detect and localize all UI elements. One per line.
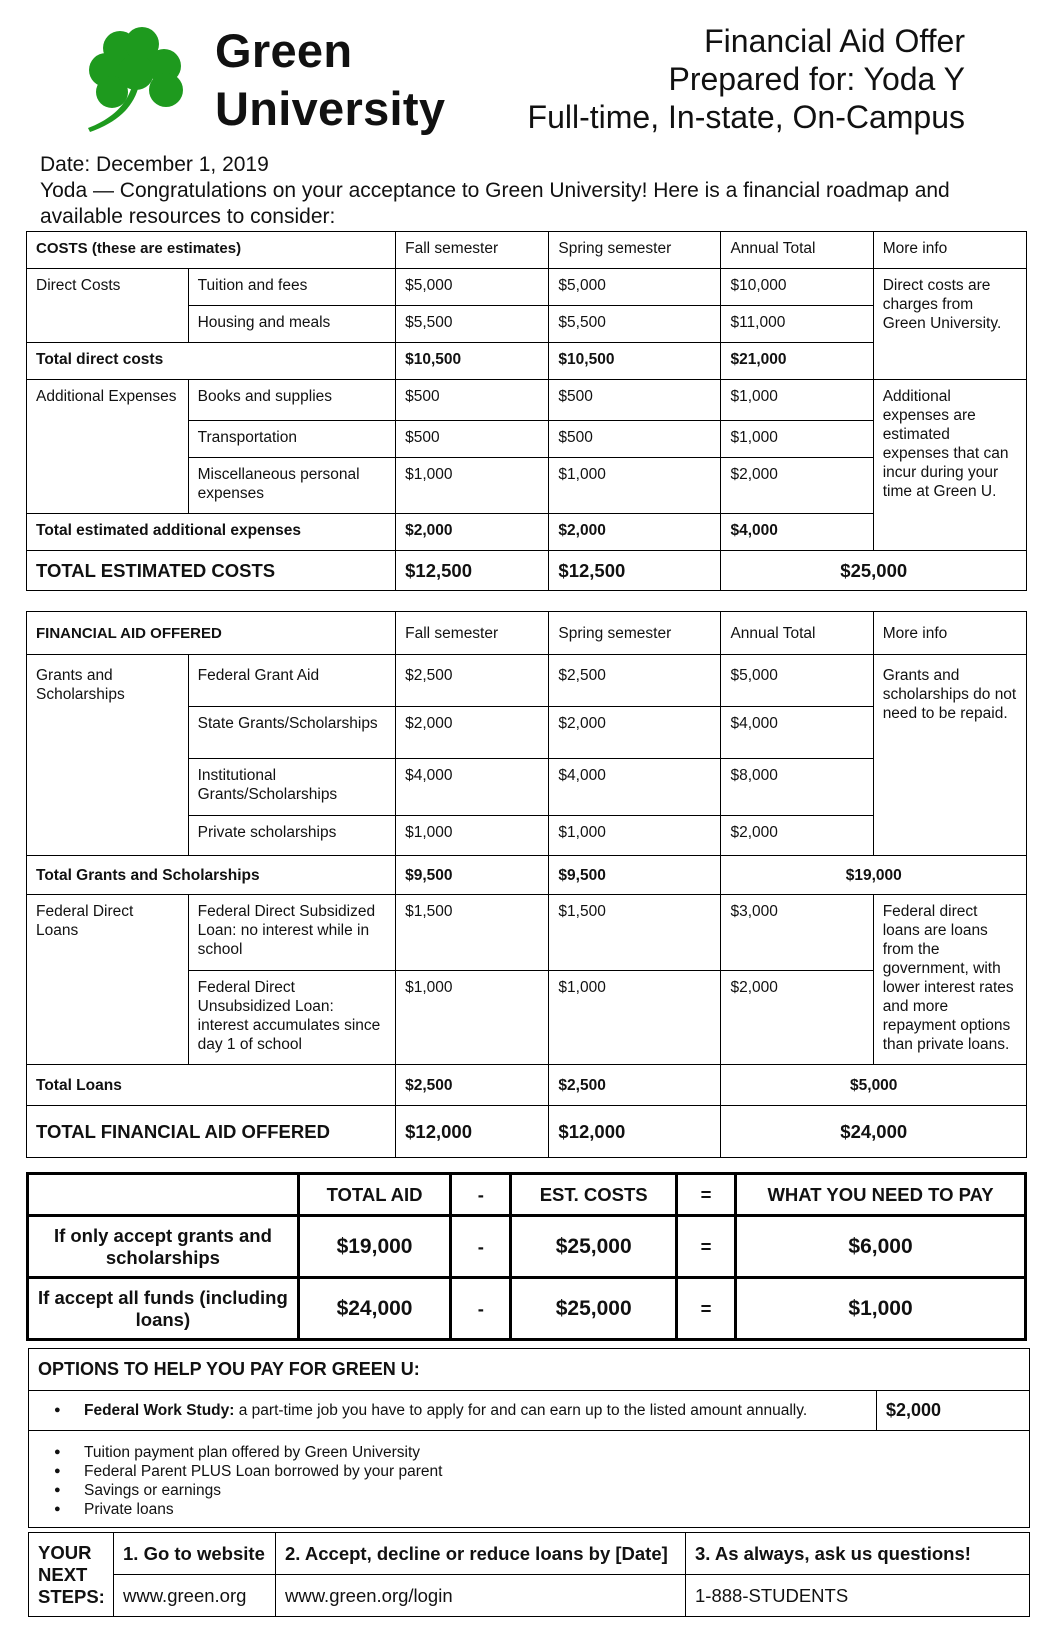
total-direct-fall: $10,500 bbox=[396, 343, 549, 380]
total-costs-fall: $12,500 bbox=[396, 551, 549, 591]
aid-fall: $4,000 bbox=[396, 759, 549, 816]
work-study-amount: $2,000 bbox=[877, 1391, 1030, 1431]
work-study-row bbox=[29, 1391, 1030, 1431]
options-title: OPTIONS TO HELP YOU PAY FOR GREEN U: bbox=[29, 1349, 1030, 1391]
summary-row bbox=[28, 1278, 1026, 1340]
total-aid-fall: $12,000 bbox=[396, 1106, 549, 1158]
financial-aid-table bbox=[26, 611, 1027, 1158]
grants-info: Grants and scholarships do not need to be repaid. bbox=[873, 655, 1026, 856]
cost-fall: $500 bbox=[396, 380, 549, 421]
cost-annual: $11,000 bbox=[721, 306, 873, 343]
aid-fall: $1,000 bbox=[396, 816, 549, 856]
header-more-info: More info bbox=[873, 232, 1026, 269]
aid-annual: $8,000 bbox=[721, 759, 873, 816]
total-grants-label: Total Grants and Scholarships bbox=[27, 856, 396, 895]
intro-text bbox=[40, 152, 1000, 230]
phone-number[interactable]: 1-888-STUDENTS bbox=[686, 1575, 1030, 1617]
list-item: ● Private loans bbox=[38, 1500, 1020, 1519]
cost-spring: $500 bbox=[549, 380, 721, 421]
summary-minus: - bbox=[451, 1278, 511, 1340]
total-loans-spring: $2,500 bbox=[549, 1065, 721, 1106]
total-additional-spring: $2,000 bbox=[549, 514, 721, 551]
login-link[interactable]: www.green.org/login bbox=[276, 1575, 686, 1617]
table-row bbox=[27, 380, 1027, 421]
total-loans-label: Total Loans bbox=[27, 1065, 396, 1106]
summary-equals: = bbox=[676, 1216, 735, 1278]
summary-equals: = bbox=[676, 1278, 735, 1340]
summary-scenario-label: If only accept grants and scholarships bbox=[28, 1216, 299, 1278]
summary-header-blank bbox=[28, 1174, 299, 1216]
total-additional-annual: $4,000 bbox=[721, 514, 873, 551]
total-aid-row bbox=[27, 1106, 1027, 1158]
payment-options-table bbox=[28, 1348, 1030, 1528]
cost-item: Transportation bbox=[188, 421, 396, 458]
next-steps-table bbox=[28, 1532, 1030, 1617]
table-row bbox=[27, 895, 1027, 971]
aid-fall: $1,000 bbox=[396, 971, 549, 1065]
aid-item: State Grants/Scholarships bbox=[188, 707, 396, 759]
table-row bbox=[27, 655, 1027, 707]
cost-fall: $5,000 bbox=[396, 269, 549, 306]
aid-header-row bbox=[27, 612, 1027, 655]
total-costs-label: TOTAL ESTIMATED COSTS bbox=[27, 551, 396, 591]
other-options-row bbox=[29, 1431, 1030, 1528]
cost-annual: $10,000 bbox=[721, 269, 873, 306]
costs-header-row bbox=[27, 232, 1027, 269]
summary-scenario-label: If accept all funds (including loans) bbox=[28, 1278, 299, 1340]
clover-logo-icon bbox=[84, 26, 194, 132]
summary-header-minus: - bbox=[451, 1174, 511, 1216]
aid-spring: $1,000 bbox=[549, 816, 721, 856]
website-link[interactable]: www.green.org bbox=[114, 1575, 276, 1617]
steps-title-row bbox=[29, 1533, 1030, 1575]
offer-date: Date: December 1, 2019 bbox=[40, 153, 269, 176]
aid-annual: $3,000 bbox=[721, 895, 873, 971]
steps-value-row bbox=[29, 1575, 1030, 1617]
total-loans-annual: $5,000 bbox=[721, 1065, 1027, 1106]
total-aid-label: TOTAL FINANCIAL AID OFFERED bbox=[27, 1106, 396, 1158]
aid-spring: $2,500 bbox=[549, 655, 721, 707]
congrats-message: Yoda — Congratulations on your acceptance to Green University! Here is a financial roadmap and available resources to consider: bbox=[40, 179, 950, 228]
cost-annual: $1,000 bbox=[721, 380, 873, 421]
loans-label: Federal Direct Loans bbox=[27, 895, 189, 1065]
summary-header-equals: = bbox=[676, 1174, 735, 1216]
total-costs-row bbox=[27, 551, 1027, 591]
brand-line-2: University bbox=[215, 82, 446, 135]
work-study-desc: a part-time job you have to apply for and can earn up to the listed amount annually. bbox=[234, 1402, 808, 1419]
aid-fall: $2,000 bbox=[396, 707, 549, 759]
aid-annual: $5,000 bbox=[721, 655, 873, 707]
work-study-name: Federal Work Study: bbox=[84, 1402, 235, 1419]
total-direct-spring: $10,500 bbox=[549, 343, 721, 380]
total-loans-fall: $2,500 bbox=[396, 1065, 549, 1106]
grants-label: Grants and Scholarships bbox=[27, 655, 189, 856]
aid-item: Federal Direct Subsidized Loan: no interest while in school bbox=[188, 895, 396, 971]
cost-spring: $5,000 bbox=[549, 269, 721, 306]
header-spring: Spring semester bbox=[549, 232, 721, 269]
work-study-cell bbox=[29, 1391, 877, 1431]
summary-costs: $25,000 bbox=[511, 1216, 676, 1278]
total-additional-fall: $2,000 bbox=[396, 514, 549, 551]
other-options-cell bbox=[29, 1431, 1030, 1528]
list-item: ● Federal Parent PLUS Loan borrowed by your parent bbox=[38, 1462, 1020, 1481]
aid-annual: $2,000 bbox=[721, 971, 873, 1065]
cost-item: Books and supplies bbox=[188, 380, 396, 421]
cost-annual: $2,000 bbox=[721, 458, 873, 514]
header-annual: Annual Total bbox=[721, 612, 873, 655]
summary-table bbox=[26, 1172, 1027, 1341]
cost-item: Housing and meals bbox=[188, 306, 396, 343]
enrollment-status: Full-time, In-state, On-Campus bbox=[527, 99, 965, 135]
total-additional-label: Total estimated additional expenses bbox=[27, 514, 396, 551]
summary-header-est-costs: EST. COSTS bbox=[511, 1174, 676, 1216]
summary-minus: - bbox=[451, 1216, 511, 1278]
total-aid-annual: $24,000 bbox=[721, 1106, 1027, 1158]
step-title: 2. Accept, decline or reduce loans by [Date] bbox=[276, 1533, 686, 1575]
cost-item: Tuition and fees bbox=[188, 269, 396, 306]
header-more-info: More info bbox=[873, 612, 1026, 655]
aid-spring: $2,000 bbox=[549, 707, 721, 759]
aid-item: Federal Grant Aid bbox=[188, 655, 396, 707]
summary-aid: $19,000 bbox=[298, 1216, 450, 1278]
header-annual: Annual Total bbox=[721, 232, 873, 269]
cost-spring: $500 bbox=[549, 421, 721, 458]
aid-item: Federal Direct Unsubsidized Loan: interest accumulates since day 1 of school bbox=[188, 971, 396, 1065]
other-options-list bbox=[38, 1443, 1020, 1519]
aid-spring: $1,500 bbox=[549, 895, 721, 971]
cost-fall: $500 bbox=[396, 421, 549, 458]
total-grants-fall: $9,500 bbox=[396, 856, 549, 895]
costs-header-label: COSTS (these are estimates) bbox=[27, 232, 396, 269]
costs-table bbox=[26, 231, 1027, 591]
loans-info: Federal direct loans are loans from the government, with lower interest rates and more repayment options than private loans. bbox=[873, 895, 1026, 1065]
total-grants-annual: $19,000 bbox=[721, 856, 1027, 895]
summary-row bbox=[28, 1216, 1026, 1278]
page-header bbox=[0, 0, 1056, 150]
aid-item: Private scholarships bbox=[188, 816, 396, 856]
cost-fall: $1,000 bbox=[396, 458, 549, 514]
header-fall: Fall semester bbox=[396, 612, 549, 655]
total-direct-annual: $21,000 bbox=[721, 343, 873, 380]
list-item bbox=[38, 1401, 867, 1420]
aid-fall: $1,500 bbox=[396, 895, 549, 971]
aid-item: Institutional Grants/Scholarships bbox=[188, 759, 396, 816]
cost-fall: $5,500 bbox=[396, 306, 549, 343]
table-row bbox=[27, 269, 1027, 306]
total-grants-spring: $9,500 bbox=[549, 856, 721, 895]
aid-annual: $2,000 bbox=[721, 816, 873, 856]
cost-annual: $1,000 bbox=[721, 421, 873, 458]
cost-item: Miscellaneous personal expenses bbox=[188, 458, 396, 514]
total-direct-label: Total direct costs bbox=[27, 343, 396, 380]
cost-spring: $5,500 bbox=[549, 306, 721, 343]
total-aid-spring: $12,000 bbox=[549, 1106, 721, 1158]
aid-spring: $1,000 bbox=[549, 971, 721, 1065]
university-name bbox=[215, 22, 445, 138]
total-costs-spring: $12,500 bbox=[549, 551, 721, 591]
additional-expenses-label: Additional Expenses bbox=[27, 380, 189, 514]
summary-header-total-aid: TOTAL AID bbox=[298, 1174, 450, 1216]
additional-expenses-info: Additional expenses are estimated expenses that can incur during your time at Green U. bbox=[873, 380, 1026, 551]
brand-line-1: Green bbox=[215, 24, 353, 77]
summary-costs: $25,000 bbox=[511, 1278, 676, 1340]
offer-title: Financial Aid Offer bbox=[704, 23, 965, 59]
direct-costs-info: Direct costs are charges from Green University. bbox=[873, 269, 1026, 380]
summary-header-row bbox=[28, 1174, 1026, 1216]
summary-pay: $6,000 bbox=[736, 1216, 1026, 1278]
work-study-list bbox=[38, 1401, 867, 1420]
list-item: ● Savings or earnings bbox=[38, 1481, 1020, 1500]
options-title-row bbox=[29, 1349, 1030, 1391]
header-fall: Fall semester bbox=[396, 232, 549, 269]
summary-aid: $24,000 bbox=[298, 1278, 450, 1340]
summary-pay: $1,000 bbox=[736, 1278, 1026, 1340]
aid-annual: $4,000 bbox=[721, 707, 873, 759]
offer-heading bbox=[528, 22, 965, 136]
cost-spring: $1,000 bbox=[549, 458, 721, 514]
total-grants-row bbox=[27, 856, 1027, 895]
step-title: 3. As always, ask us questions! bbox=[686, 1533, 1030, 1575]
list-item: ● Tuition payment plan offered by Green University bbox=[38, 1443, 1020, 1462]
aid-fall: $2,500 bbox=[396, 655, 549, 707]
prepared-for: Prepared for: Yoda Y bbox=[668, 61, 965, 97]
step-title: 1. Go to website bbox=[114, 1533, 276, 1575]
direct-costs-label: Direct Costs bbox=[27, 269, 189, 343]
header-spring: Spring semester bbox=[549, 612, 721, 655]
total-loans-row bbox=[27, 1065, 1027, 1106]
aid-spring: $4,000 bbox=[549, 759, 721, 816]
total-costs-annual: $25,000 bbox=[721, 551, 1027, 591]
aid-header-label: FINANCIAL AID OFFERED bbox=[27, 612, 396, 655]
next-steps-label: YOUR NEXT STEPS: bbox=[29, 1533, 114, 1617]
summary-header-need-to-pay: WHAT YOU NEED TO PAY bbox=[736, 1174, 1026, 1216]
